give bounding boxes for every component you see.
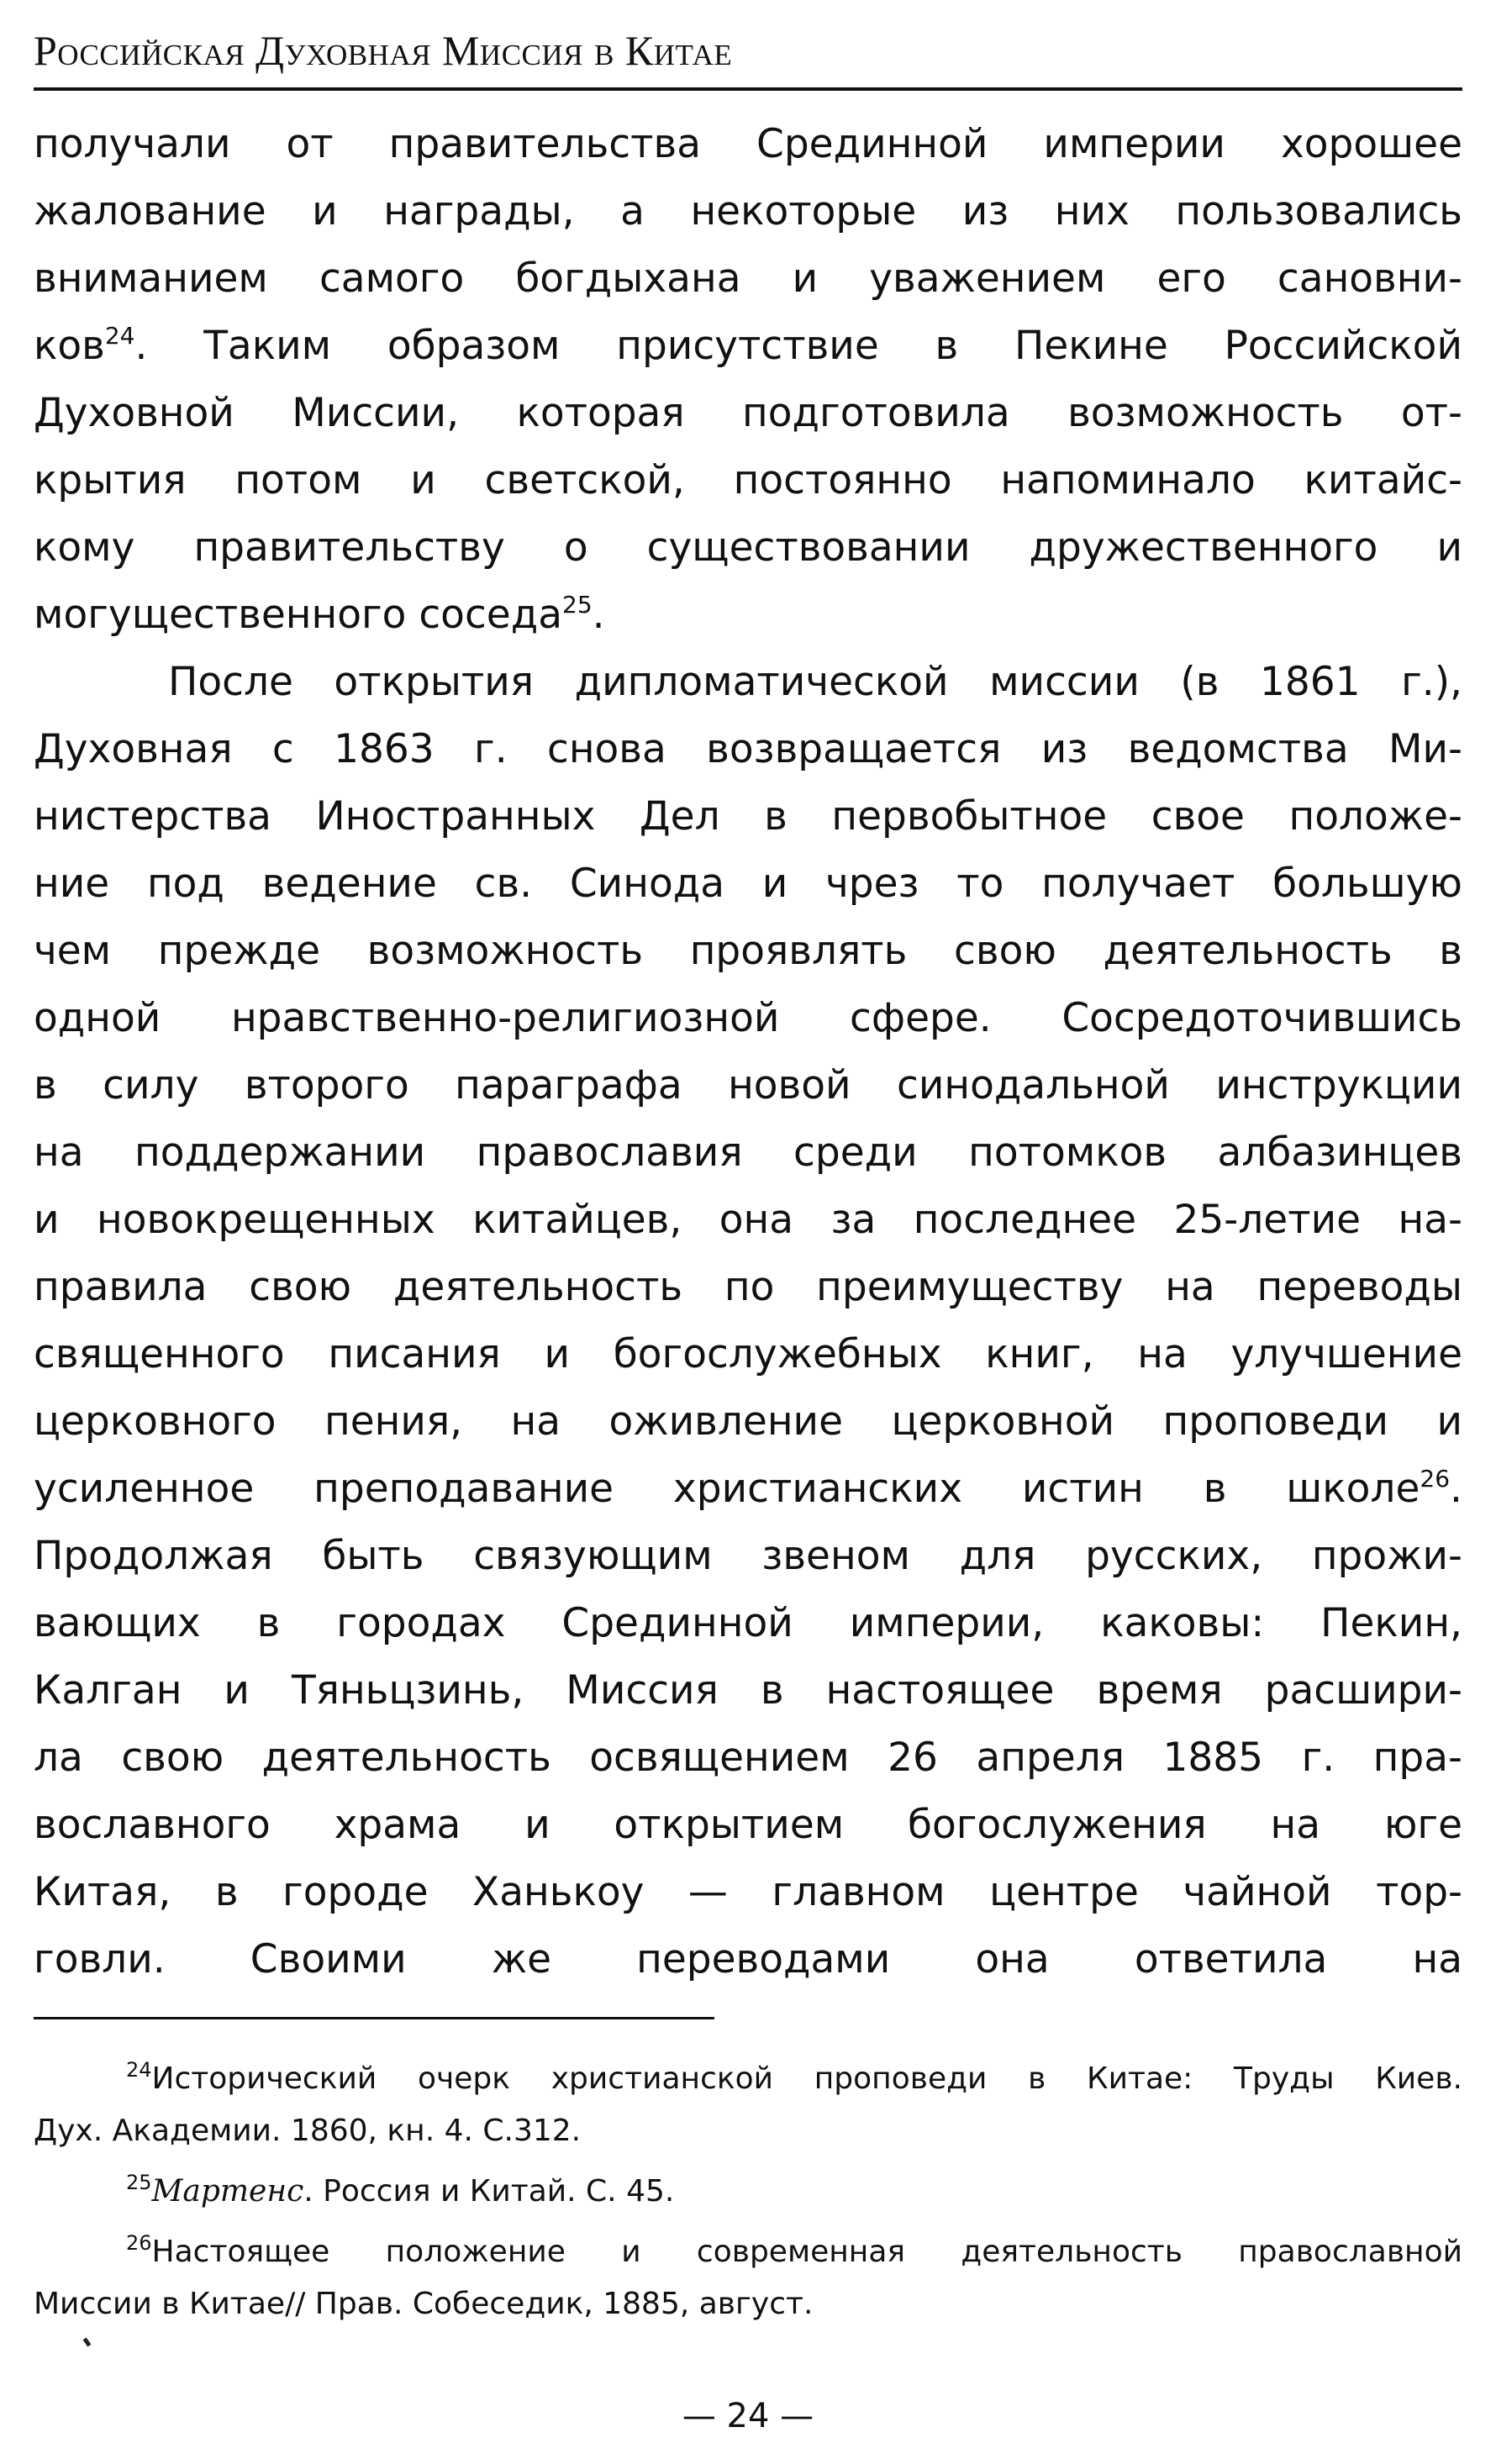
text-run: После открытия дипломатической миссии (в 1861 г.), bbox=[168, 659, 1462, 705]
footnote-rule bbox=[34, 2017, 714, 2019]
text-run: ков bbox=[34, 323, 105, 369]
text-run: кому правительству о существовании дружественного и bbox=[34, 524, 1462, 571]
text-run: в силу второго параграфа новой синодальной инструкции bbox=[34, 1062, 1462, 1108]
body-line bbox=[34, 1657, 1462, 1724]
body-line bbox=[34, 1119, 1462, 1187]
text-run: ние под ведение св. Синода и чрез то получает большую bbox=[34, 861, 1462, 907]
body-line bbox=[34, 313, 1462, 380]
footnote-number: 25 bbox=[126, 2171, 152, 2194]
footnote-ref: 26 bbox=[1420, 1465, 1451, 1493]
text-run: жалование и награды, а некоторые из них пользовались bbox=[34, 188, 1462, 234]
text-run: вославного храма и открытием богослужения на юге bbox=[34, 1802, 1462, 1848]
text-run: Дух. Академии. 1860, кн. 4. С.312. bbox=[34, 2114, 582, 2148]
footnote-gap bbox=[34, 2218, 1462, 2226]
footnote-number: 26 bbox=[126, 2231, 152, 2255]
text-run: правила свою деятельность по преимуществу на переводы bbox=[34, 1264, 1462, 1310]
footnote-line bbox=[34, 2166, 1462, 2218]
footnote-ref: 24 bbox=[104, 322, 135, 350]
body-line bbox=[34, 716, 1462, 783]
text-run: Калган и Тяньцзинь, Миссия в настоящее время расшири- bbox=[34, 1667, 1462, 1714]
footnote-number: 24 bbox=[126, 2058, 152, 2082]
footnotes bbox=[34, 2053, 1462, 2330]
footnote-line bbox=[34, 2105, 1462, 2157]
text-run: на поддержании православия среди потомков албазинцев bbox=[34, 1129, 1462, 1176]
body-line bbox=[34, 245, 1462, 313]
body-line bbox=[34, 380, 1462, 447]
text-run: одной нравственно-религиозной сфере. Сосредоточившись bbox=[34, 995, 1462, 1041]
body-line bbox=[34, 649, 1462, 716]
body-line bbox=[34, 1590, 1462, 1657]
text-run: Настоящее положение и современная деятельность православной bbox=[151, 2235, 1462, 2269]
page bbox=[34, 25, 1462, 2330]
footnote-ref: 25 bbox=[562, 591, 593, 619]
footnote bbox=[34, 2166, 1462, 2218]
body-line bbox=[34, 582, 1462, 649]
footnote-gap bbox=[34, 2157, 1462, 2166]
body-line bbox=[34, 1187, 1462, 1254]
text-run: . Россия и Китай. С. 45. bbox=[303, 2174, 675, 2209]
text-run: Китая, в городе Ханькоу — главном центре чайной тор- bbox=[34, 1869, 1462, 1915]
body-line bbox=[34, 1724, 1462, 1792]
text-run: ла свою деятельность освящением 26 апреля 1885 г. пра- bbox=[34, 1735, 1462, 1781]
body-line bbox=[34, 111, 1462, 178]
text-run: и новокрещенных китайцев, она за последнее 25-летие на- bbox=[34, 1197, 1462, 1243]
body-line bbox=[34, 1052, 1462, 1119]
body-line bbox=[34, 1456, 1462, 1523]
text-run: . Таким образом присутствие в Пекине Российской bbox=[134, 323, 1462, 369]
text-run: получали от правительства Срединной империи хорошее bbox=[34, 121, 1462, 167]
body-line bbox=[34, 918, 1462, 985]
body-line bbox=[34, 1254, 1462, 1321]
body-line bbox=[34, 1926, 1462, 1993]
body-line bbox=[34, 178, 1462, 245]
scan-speck bbox=[83, 2337, 92, 2346]
body-line bbox=[34, 783, 1462, 850]
text-run: священного писания и богослужебных книг, на улучшение bbox=[34, 1331, 1462, 1377]
footnote bbox=[34, 2226, 1462, 2330]
body-line bbox=[34, 1388, 1462, 1456]
footnote-line bbox=[34, 2278, 1462, 2330]
text-run: чем прежде возможность проявлять свою деятельность в bbox=[34, 928, 1462, 974]
body-line bbox=[34, 447, 1462, 514]
body-text bbox=[34, 111, 1462, 1993]
text-run: Продолжая быть связующим звеном для русских, прожи- bbox=[34, 1533, 1462, 1579]
author-name: Мартенс bbox=[151, 2174, 304, 2209]
running-head: Российская Духовная Миссия в Китае bbox=[34, 27, 733, 74]
footnote-line bbox=[34, 2226, 1462, 2278]
text-run: вающих в городах Срединной империи, каковы: Пекин, bbox=[34, 1600, 1462, 1646]
text-run: могущественного соседа bbox=[34, 592, 562, 638]
text-run: нистерства Иностранных Дел в первобытное свое положе- bbox=[34, 793, 1462, 840]
text-run: Духовная с 1863 г. снова возвращается из ведомства Ми- bbox=[34, 726, 1462, 772]
body-line bbox=[34, 850, 1462, 918]
footnote-line bbox=[34, 2053, 1462, 2105]
text-run: . bbox=[1450, 1466, 1462, 1512]
body-line bbox=[34, 514, 1462, 582]
text-run: крытия потом и светской, постоянно напоминало китайс- bbox=[34, 457, 1462, 503]
page-number: — 24 — bbox=[682, 2397, 814, 2435]
text-run: Исторический очерк христианской проповеди в Китае: Труды Киев. bbox=[151, 2061, 1462, 2096]
text-run: Духовной Миссии, которая подготовила возможность от- bbox=[34, 390, 1462, 436]
running-head-rule bbox=[34, 87, 1462, 91]
text-run: церковного пения, на оживление церковной проповеди и bbox=[34, 1398, 1462, 1445]
footnote bbox=[34, 2053, 1462, 2157]
text-run: усиленное преподавание христианских истин в школе bbox=[34, 1466, 1420, 1512]
text-run: говли. Своими же переводами она ответила на bbox=[34, 1936, 1462, 1982]
body-line bbox=[34, 1792, 1462, 1859]
text-run: Миссии в Китае// Прав. Собеседик, 1885, август. bbox=[34, 2287, 814, 2321]
body-line bbox=[34, 1859, 1462, 1926]
text-run: вниманием самого богдыхана и уважением его сановни- bbox=[34, 255, 1462, 302]
body-line bbox=[34, 1523, 1462, 1590]
body-line bbox=[34, 985, 1462, 1052]
text-run: . bbox=[592, 592, 605, 638]
body-line bbox=[34, 1321, 1462, 1388]
